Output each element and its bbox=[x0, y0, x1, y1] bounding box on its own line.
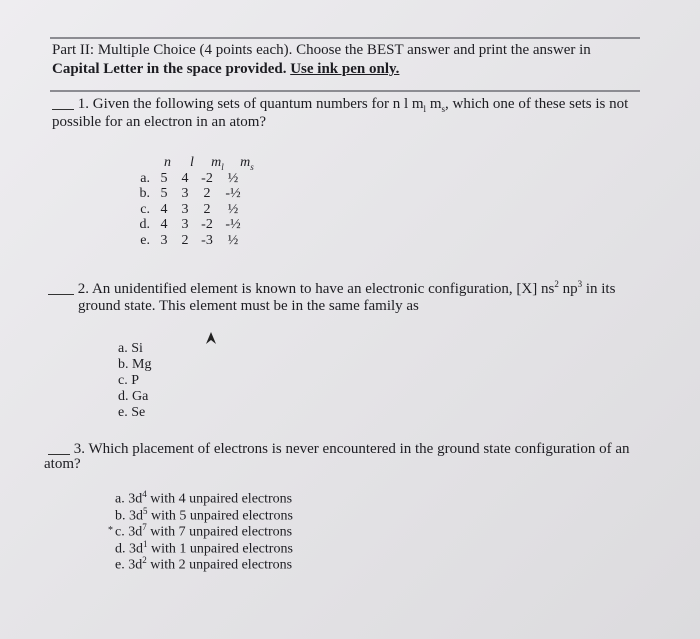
list-item[interactable]: e. Se bbox=[118, 405, 146, 420]
instructions-bold-text: Capital Letter in the space provided. bbox=[52, 61, 287, 77]
mark-star: * bbox=[108, 525, 113, 536]
question-3-answer-blank[interactable] bbox=[48, 440, 70, 455]
question-3-number: 3. bbox=[73, 441, 85, 457]
question-1-answer-blank[interactable] bbox=[52, 95, 74, 110]
question-1-line-2: possible for an electron in an atom? bbox=[52, 114, 267, 130]
question-3-line-2: atom? bbox=[44, 456, 81, 472]
question-1-number: 1. bbox=[77, 96, 89, 112]
instructions-line-2 bbox=[52, 61, 399, 78]
header-ms: $m_s$ bbox=[240, 155, 254, 172]
list-item[interactable]: a. Si bbox=[118, 341, 143, 356]
instructions-line-1: Part II: Multiple Choice (4 points each). Choose the BEST answer and print the answer in bbox=[52, 42, 591, 58]
header-l: l bbox=[190, 155, 194, 170]
list-item[interactable]: c. $3d^7$ with 7 unpaired electrons bbox=[115, 522, 293, 540]
list-item[interactable]: d. $3d^1$ with 1 unpaired electrons bbox=[115, 538, 293, 557]
table-row: b. 5 3 2 -½ bbox=[139, 186, 241, 202]
question-2-line-1: 2. An unidentified element is known to have an electronic configuration, [X] $ns^2$ $np^3$ in its bbox=[48, 279, 615, 298]
table-row: c. 4 3 2 ½ bbox=[140, 201, 239, 217]
quantum-number-table bbox=[124, 155, 262, 249]
mouse-cursor-icon bbox=[205, 331, 217, 345]
list-item[interactable]: b. $3d^5$ with 5 unpaired electrons bbox=[115, 505, 293, 524]
question-2-options bbox=[118, 341, 151, 421]
header-bottom-rule bbox=[50, 90, 640, 92]
list-item[interactable]: a. $3d^4$ with 4 unpaired electrons bbox=[115, 489, 293, 507]
question-1-sub-l: l bbox=[423, 104, 427, 114]
header-n: n bbox=[164, 155, 171, 170]
question-1-sub-s: s bbox=[441, 104, 445, 114]
list-item[interactable]: e. $3d^2$ with 2 unpaired electrons bbox=[115, 555, 293, 573]
list-item[interactable]: b. Mg bbox=[118, 357, 152, 372]
list-item[interactable]: d. Ga bbox=[118, 389, 149, 404]
question-2-answer-blank[interactable] bbox=[48, 280, 74, 295]
header-ml: $m_l$ bbox=[211, 155, 224, 172]
table-row: e. 3 2 -3 ½ bbox=[140, 232, 239, 248]
question-1-text-part: Given the following sets of quantum numbers for n l m bbox=[92, 96, 424, 112]
table-row: d. 4 3 -2 -½ bbox=[139, 217, 241, 233]
question-1-line-1 bbox=[52, 95, 628, 114]
question-2-number: 2. bbox=[77, 281, 89, 297]
question-3-line-1: 3. Which placement of electrons is never encountered in the ground state configuration of an bbox=[48, 440, 630, 458]
instructions-underlined-text: Use ink pen only. bbox=[290, 61, 400, 77]
list-item[interactable]: c. P bbox=[118, 373, 139, 388]
question-2-line-2: ground state. This element must be in the same family as bbox=[78, 298, 419, 314]
table-row: a. 5 4 -2 ½ bbox=[140, 170, 239, 186]
question-1-text-m: m bbox=[426, 96, 442, 112]
question-1-text-end: , which one of these sets is not bbox=[445, 96, 629, 112]
question-3-options bbox=[115, 489, 293, 572]
header-top-rule bbox=[50, 37, 640, 39]
table-header-row bbox=[124, 155, 262, 171]
